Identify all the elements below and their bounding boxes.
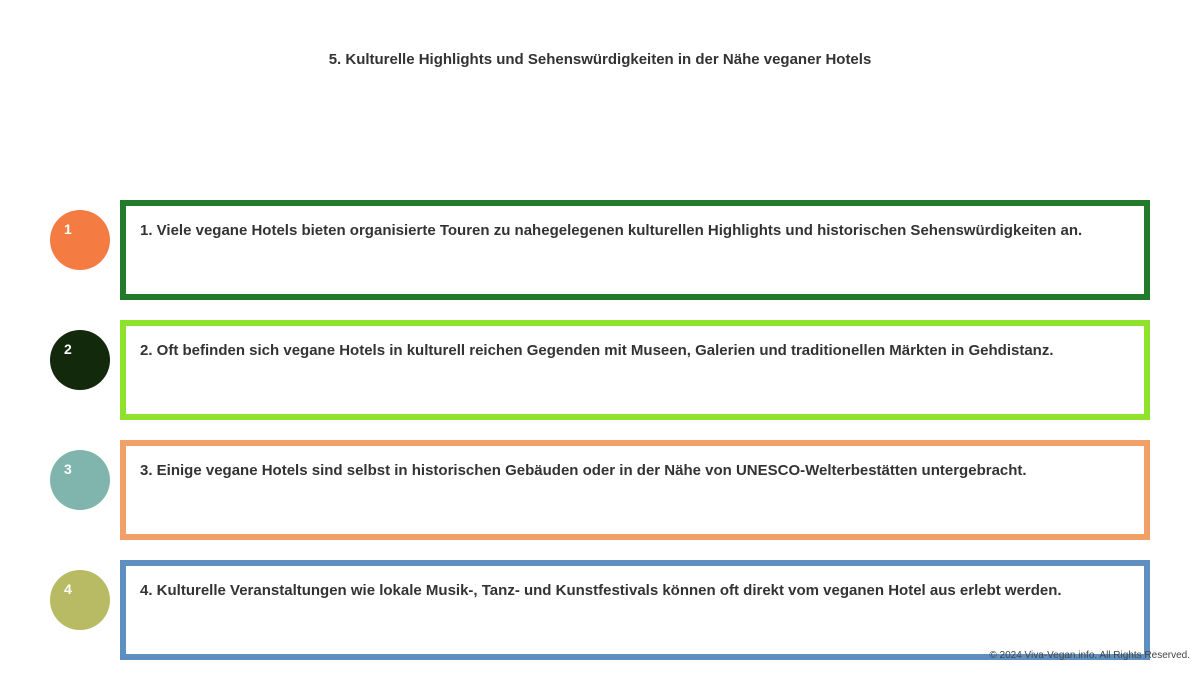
highlight-card-4: [120, 560, 1150, 660]
badge-number: 1: [64, 221, 72, 237]
page-title: 5. Kulturelle Highlights und Sehenswürdigkeiten in der Nähe veganer Hotels: [328, 51, 872, 68]
card-text: 2. Oft befinden sich vegane Hotels in kulturell reichen Gegenden mit Museen, Galerien und traditionellen Märkten in Gehdistanz.: [140, 342, 1054, 359]
card-text: 1. Viele vegane Hotels bieten organisierte Touren zu nahegelegenen kulturellen Highlights und historischen Sehenswürdigkeiten an.: [140, 222, 1083, 239]
number-badge-3: [50, 450, 110, 510]
number-badge-4: [50, 570, 110, 630]
highlight-card-1: [120, 200, 1150, 300]
number-badge-2: [50, 330, 110, 390]
badge-number: 2: [64, 341, 72, 357]
badge-number: 3: [64, 461, 72, 477]
copyright-footer: © 2024 Viva-Vegan.info. All Rights Reserved.: [989, 650, 1190, 661]
card-text: 4. Kulturelle Veranstaltungen wie lokale Musik-, Tanz- und Kunstfestivals können oft direkt vom veganen Hotel aus erlebt werden.: [140, 582, 1062, 599]
highlight-card-2: [120, 320, 1150, 420]
number-badge-1: [50, 210, 110, 270]
highlight-card-3: [120, 440, 1150, 540]
card-text: 3. Einige vegane Hotels sind selbst in historischen Gebäuden oder in der Nähe von UNESCO-Welterbestätten untergebracht.: [140, 462, 1027, 479]
badge-number: 4: [64, 581, 72, 597]
